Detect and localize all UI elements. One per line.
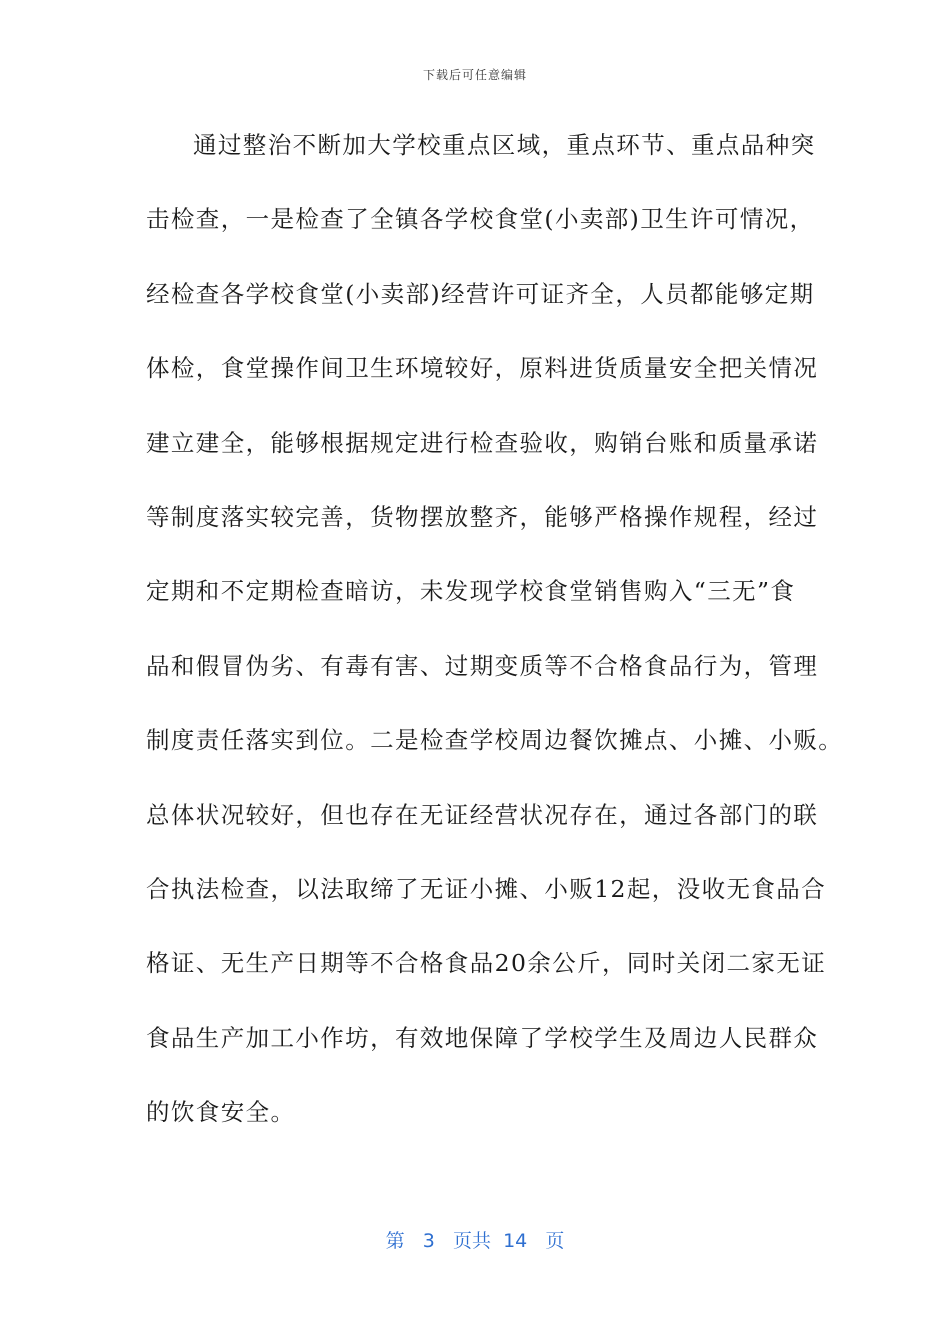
body-line: 建立建全，能够根据规定进行检查验收，购销台账和质量承诺	[146, 428, 819, 457]
body-line: 食品生产加工小作坊，有效地保障了学校学生及周边人民群众	[146, 1023, 819, 1052]
footer-middle: 页共	[452, 1230, 491, 1252]
current-page-number: 3	[422, 1230, 435, 1252]
footer-suffix: 页	[545, 1230, 565, 1252]
body-line: 定期和不定期检查暗访，未发现学校食堂销售购入“三无”食	[146, 577, 796, 606]
body-line: 体检，食堂操作间卫生环境较好，原料进货质量安全把关情况	[146, 354, 819, 383]
total-pages-number: 14	[503, 1230, 528, 1252]
page-number-footer	[0, 1226, 950, 1253]
body-line: 合执法检查，以法取缔了无证小摊、小贩12起，没收无食品合	[146, 874, 827, 903]
body-line: 总体状况较好，但也存在无证经营状况存在，通过各部门的联	[146, 800, 819, 829]
body-line: 的饮食安全。	[146, 1098, 296, 1127]
body-line: 制度责任落实到位。二是检查学校周边餐饮摊点、小摊、小贩。	[146, 726, 844, 755]
body-line: 等制度落实较完善，货物摆放整齐，能够严格操作规程，经过	[146, 502, 819, 531]
page-header-note: 下载后可任意编辑	[422, 68, 527, 82]
body-line: 品和假冒伪劣、有毒有害、过期变质等不合格食品行为，管理	[146, 651, 819, 680]
body-line: 击检查，一是检查了全镇各学校食堂(小卖部)卫生许可情况，	[146, 205, 815, 234]
document-body	[146, 118, 844, 1159]
body-line: 通过整治不断加大学校重点区域，重点环节、重点品种突	[193, 131, 816, 159]
body-line: 经检查各学校食堂(小卖部)经营许可证齐全，人员都能够定期	[146, 279, 815, 308]
body-line: 格证、无生产日期等不合格食品20余公斤，同时关闭二家无证	[146, 949, 827, 978]
footer-prefix: 第	[385, 1230, 405, 1252]
